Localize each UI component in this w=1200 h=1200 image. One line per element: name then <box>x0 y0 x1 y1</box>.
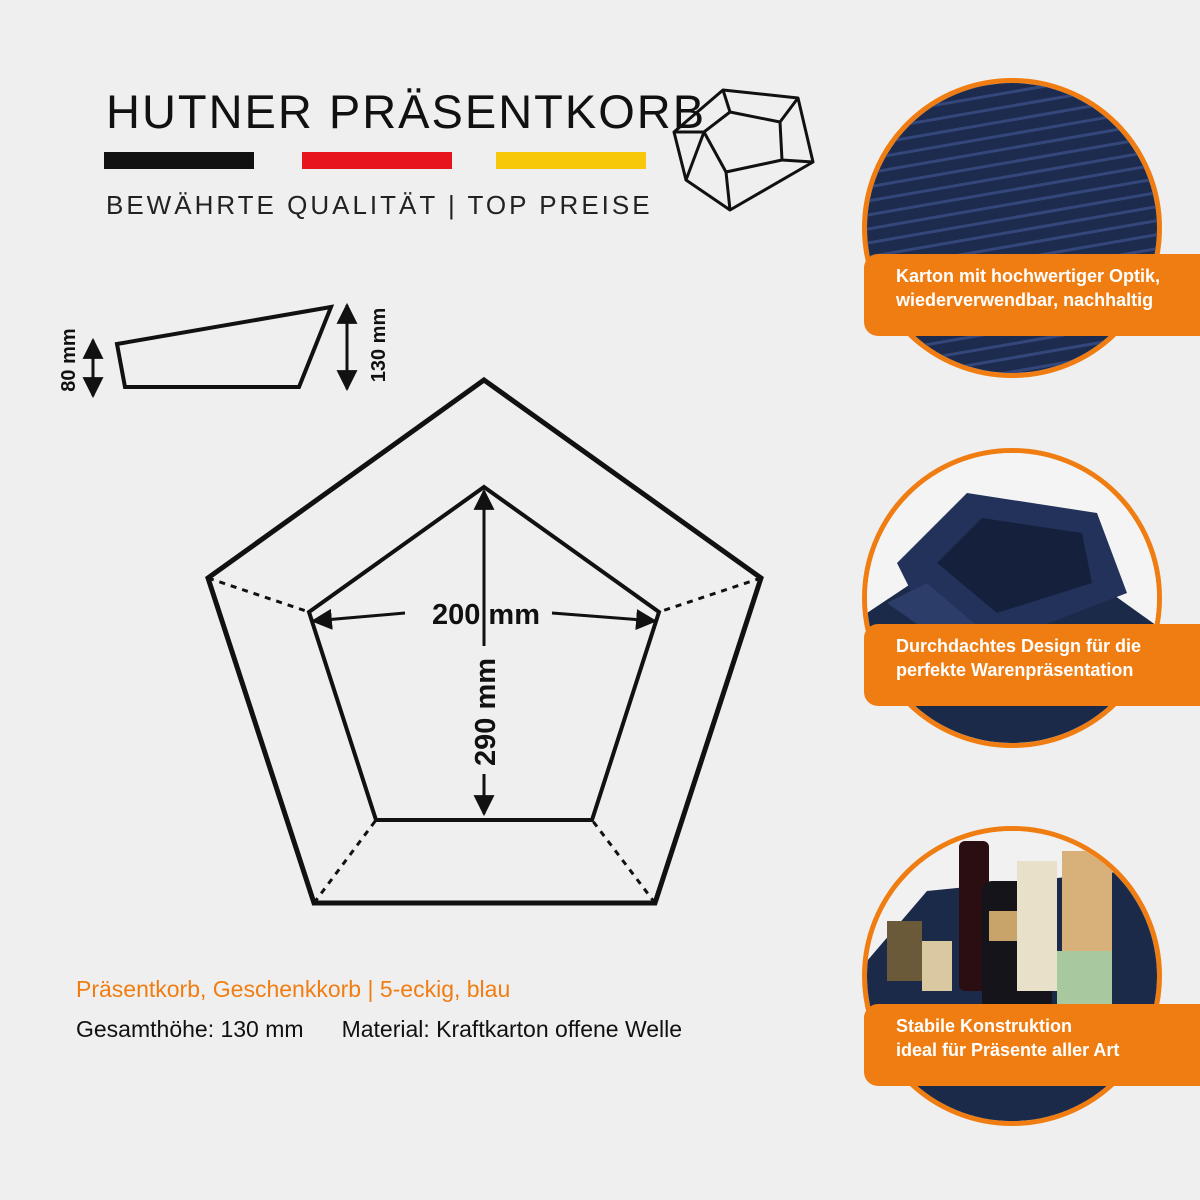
label-200mm: 200 mm <box>431 599 541 631</box>
feature-1-line1: Karton mit hochwertiger Optik, <box>896 266 1161 286</box>
product-spec-line <box>76 1016 682 1043</box>
feature-badge-3 <box>864 1004 1200 1086</box>
feature-badge-2 <box>864 624 1200 706</box>
feature-3-line2: ideal für Präsente aller Art <box>896 1040 1120 1060</box>
page-title: HUTNER PRÄSENTKORB <box>106 85 707 138</box>
height-spec: Gesamthöhe: 130 mm <box>76 1016 304 1042</box>
feature-2-line2: perfekte Warenpräsentation <box>896 660 1134 680</box>
feature-badge-1 <box>864 254 1200 336</box>
material-spec: Material: Kraftkarton offene Welle <box>341 1016 683 1042</box>
label-290mm: 290 mm <box>470 657 502 767</box>
label-80mm: 80 mm <box>58 328 80 392</box>
feature-3-line1: Stabile Konstruktion <box>896 1016 1073 1036</box>
page-subtitle: BEWÄHRTE QUALITÄT | TOP PREISE <box>106 190 653 220</box>
side-profile-shape <box>117 307 331 387</box>
product-type-line: Präsentkorb, Geschenkkorb | 5-eckig, blau <box>76 976 511 1002</box>
arrow-200mm-right <box>552 613 655 621</box>
arrow-200mm-left <box>313 613 405 621</box>
label-130mm: 130 mm <box>368 307 390 383</box>
feature-2-line1: Durchdachtes Design für die <box>896 636 1142 656</box>
feature-1-line2: wiederverwendbar, nachhaltig <box>896 290 1154 310</box>
